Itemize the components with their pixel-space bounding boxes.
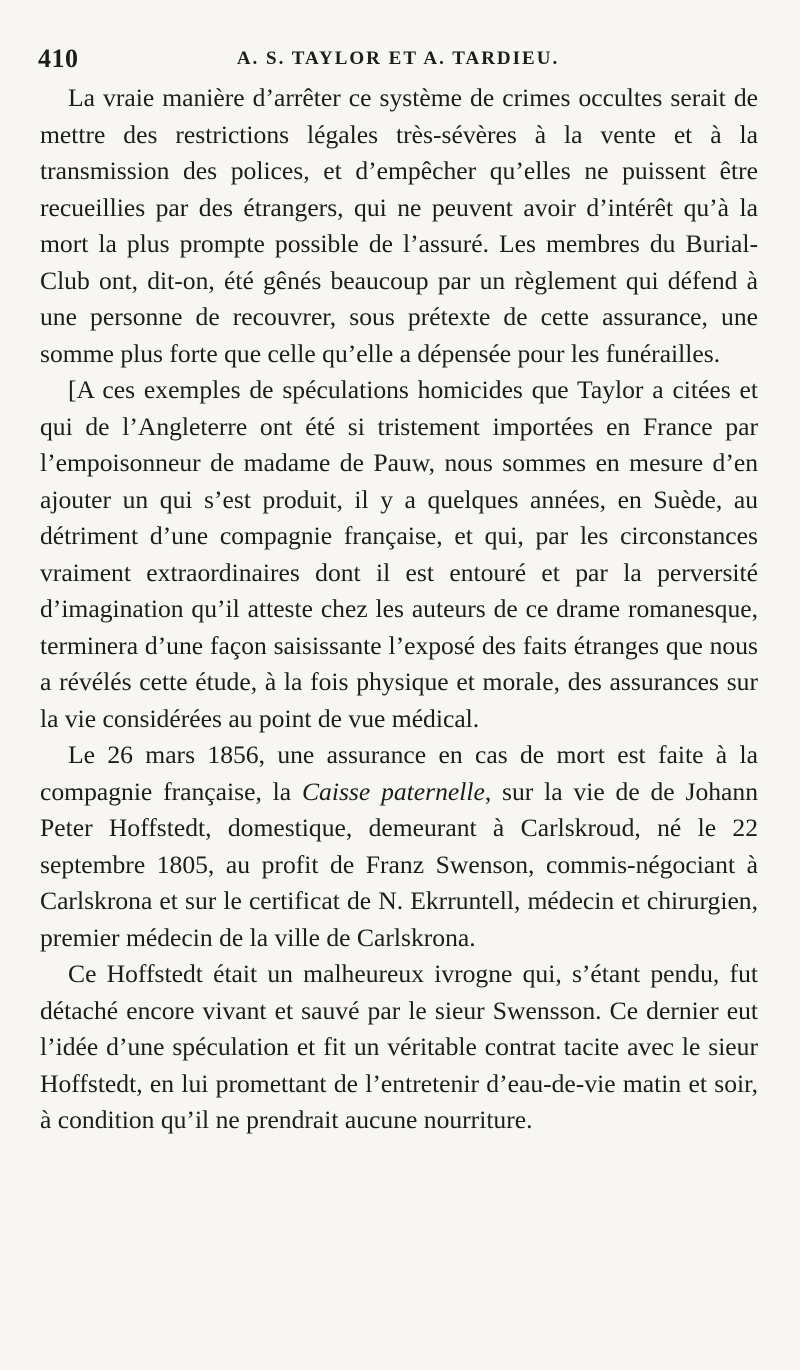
paragraph-hoffstedt: Ce Hoffstedt était un malheureux ivrogne qui, s’étant pendu, fut détaché encore vivant et sauvé par le sieur Swensson. Ce dernier eut l’idée d’une spéculation et fit un véritable contrat tacite avec le sieur Hoffstedt, en lui promettant de l’entretenir d’eau-de-vie matin et soir, à condition qu’il ne prendrait aucune nourriture. [40,959,758,1134]
running-head: A. S. TAYLOR ET A. TARDIEU. [236,48,560,69]
paragraph-insurance-contract [40,737,758,956]
paragraph-sweden-case-intro: [A ces exemples de spéculations homicides que Taylor a citées et qui de l’Angleterre ont été si tristement importées en France par l’empoisonneur de madame de Pauw, nous sommes en mesure d’en ajouter un qui s’est produit, il y a quelques années, en Suède, au détriment d’une compagnie française, et qui, par les circonstances vraiment extraordinaires dont il est entouré et par la perversité d’imagination qu’il atteste chez les auteurs de ce drame romanesque, terminera d’une façon saisissante l’exposé des faits étranges que nous a révélés cette étude, à la fois physique et morale, des assurances sur la vie considérées au point de vue médical. [40,375,758,733]
paragraph-insurance-contract-end: , sur la vie de de Johann Peter Hoffstedt, domestique, demeurant à Carlskroud, né le 22 septembre 1805, au profit de Franz Swenson, commis-négociant à Carlskrona et sur le certificat de N. Ekrruntell, médecin et chirurgien, premier médecin de la ville de Carlskrona. [40,776,758,952]
paragraph-policy-restrictions: La vraie manière d’arrêter ce système de crimes occultes serait de mettre des restrictions légales très-sévères à la vente et à la transmission des polices, et d’empêcher qu’elles ne puissent être recueillies par des étrangers, qui ne peuvent avoir d’intérêt qu’à la mort la plus prompte possible de l’assuré. Les membres du Burial-Club ont, dit-on, été gênés beaucoup par un règlement qui défend à une personne de recouvrer, sous prétexte de cette assurance, une somme plus forte que celle qu’elle a dépensée pour les funérailles. [40,83,758,368]
paragraph-insurance-contract-start: Le 26 mars 1856, une assurance en cas de mort est faite à la compagnie française, la [40,740,758,806]
page-header [38,44,758,80]
body-text [40,80,758,1139]
company-name-italic: Caisse paternelle [301,776,485,806]
page-number: 410 [38,44,79,73]
